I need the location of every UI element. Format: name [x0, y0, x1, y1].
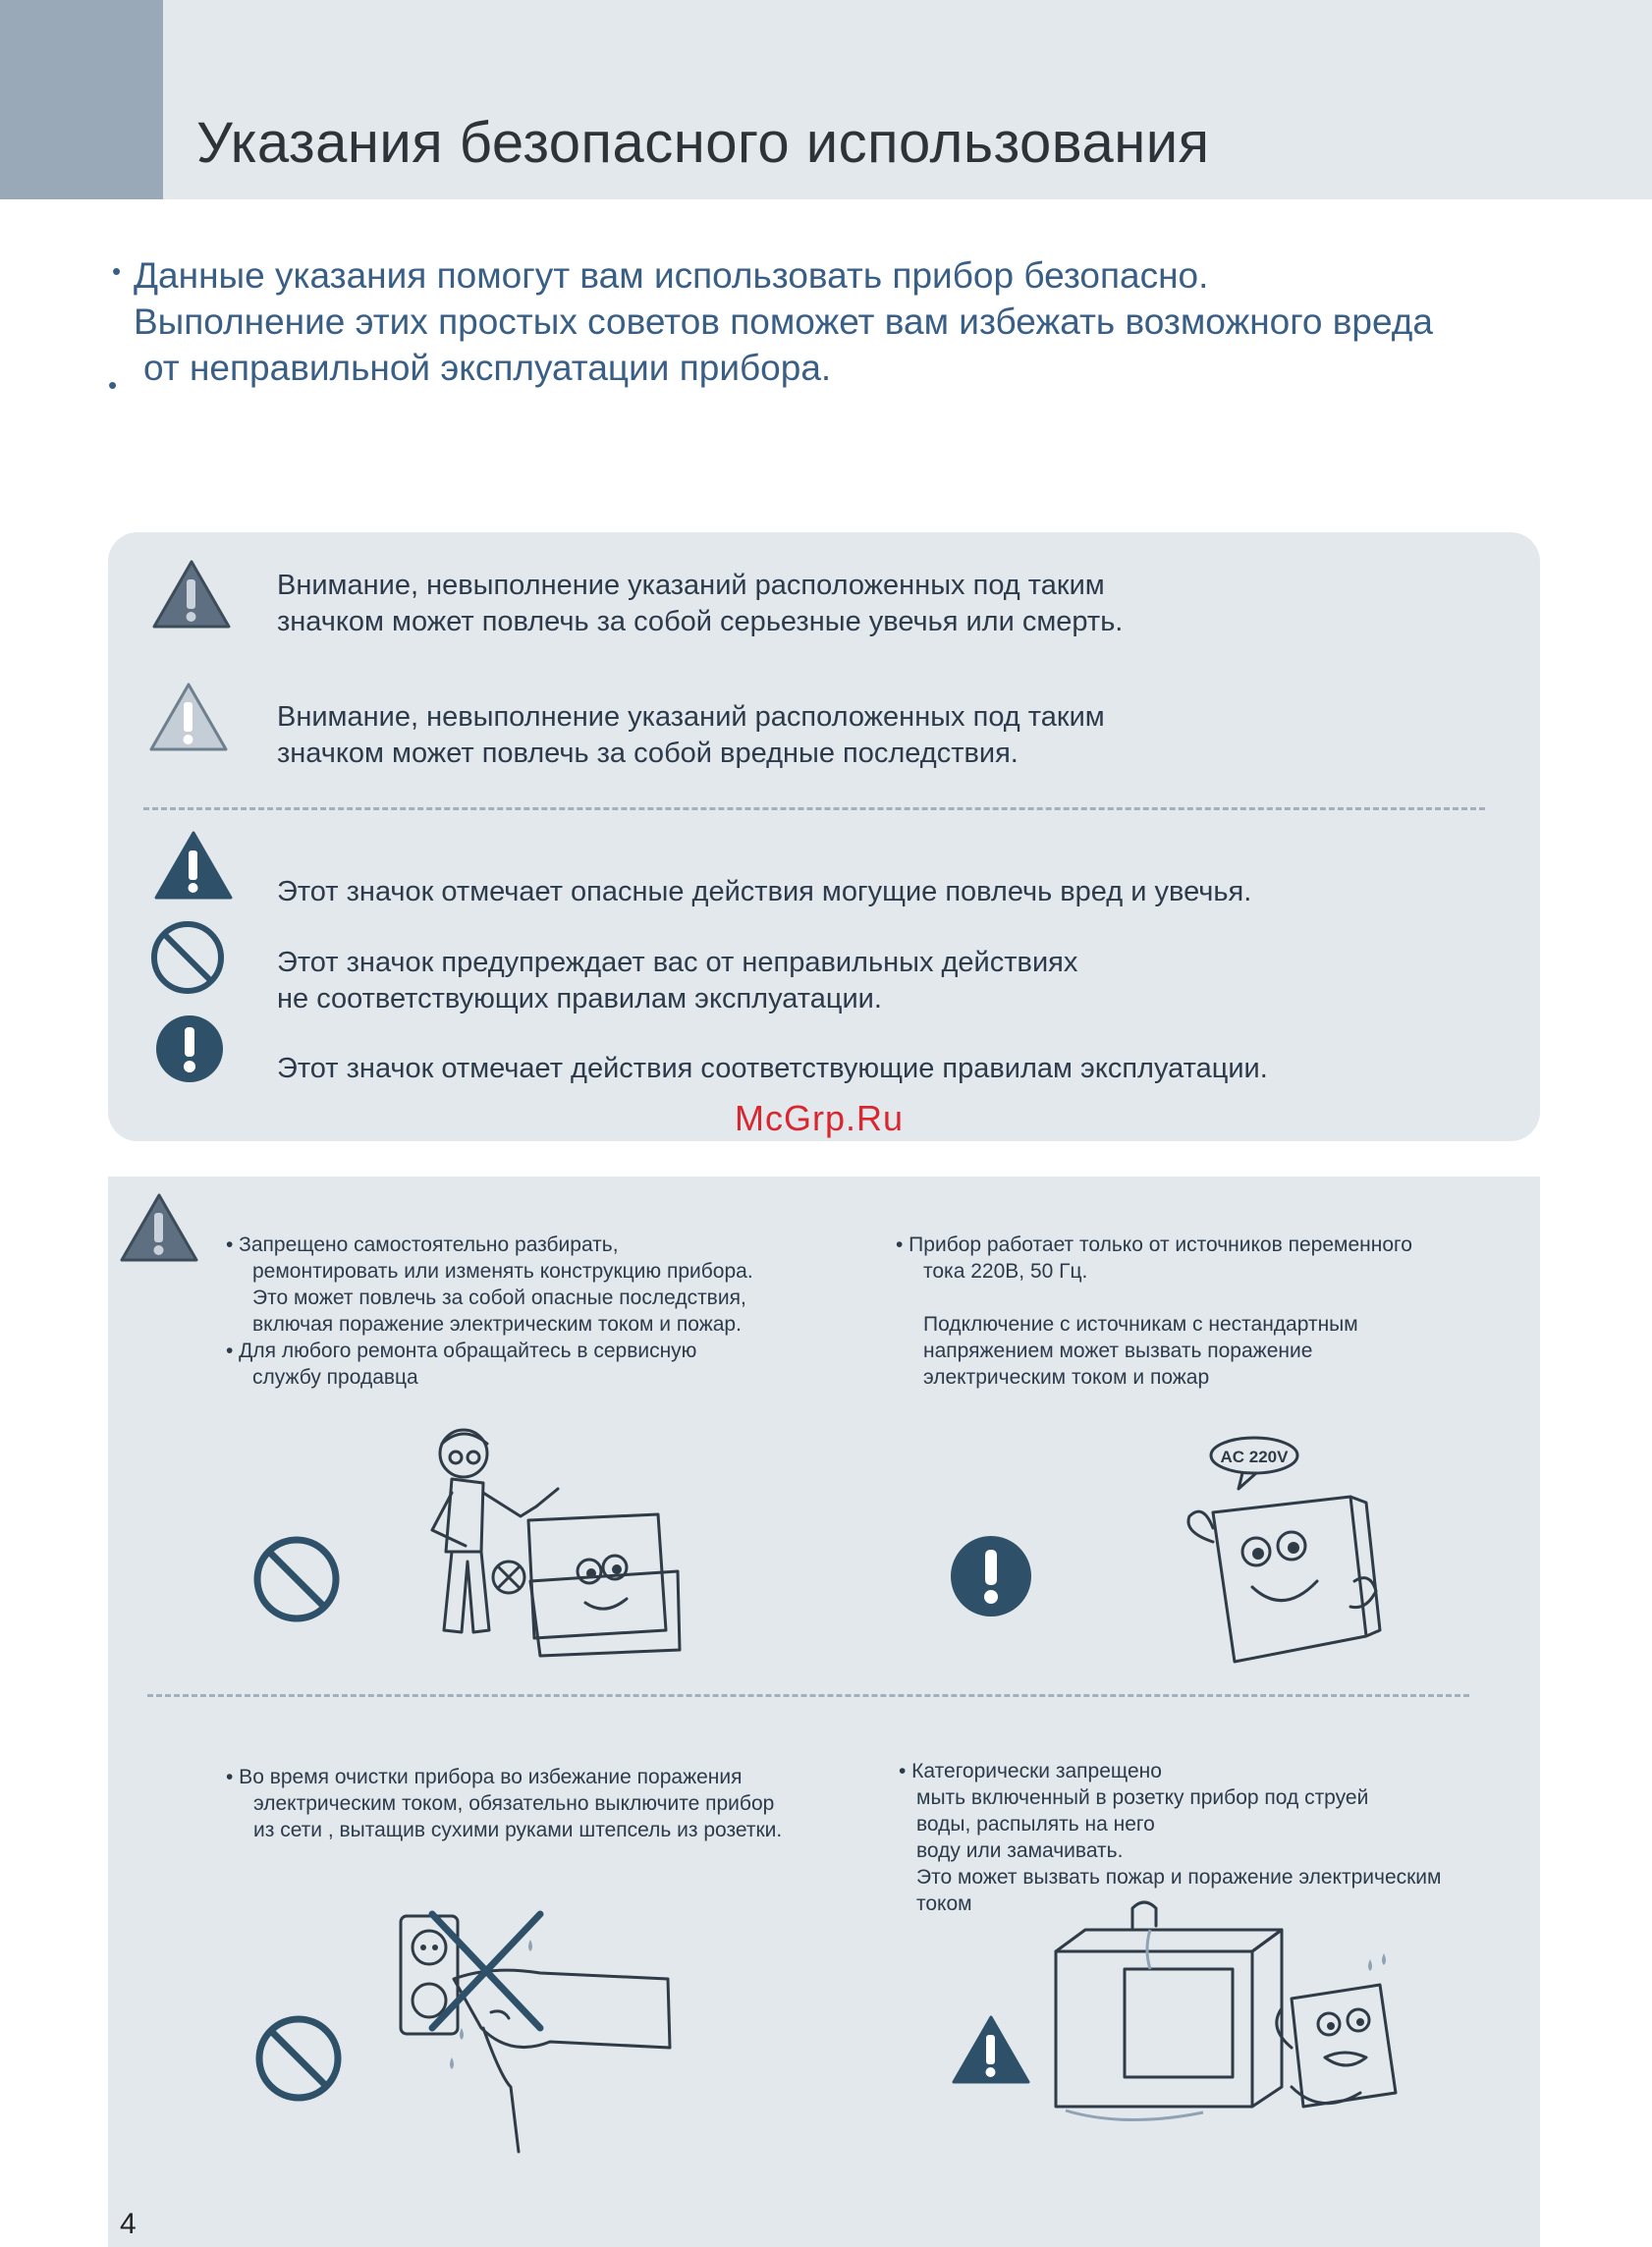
happy-appliance-illustration [1174, 1434, 1390, 1670]
danger-triangle-icon [152, 829, 235, 902]
legend-prohibited-line: Этот значок предупреждает вас от неправильных действиях [277, 947, 1078, 978]
instruction-power-line: Подключение с источникам с нестандартным [923, 1313, 1358, 1336]
page-title: Указания безопасного использования [196, 111, 1210, 175]
instruction-water-line: • Категорически запрещено [899, 1760, 1162, 1782]
bullet-icon: • [112, 256, 122, 286]
instruction-cleaning-line: из сети , вытащив сухими руками штепсель из розетки. [253, 1819, 783, 1841]
intro-line: от неправильной эксплуатации прибора. [143, 348, 832, 388]
wet-hand-unplugging-illustration [393, 1910, 688, 2156]
instruction-cleaning-line: электрическим током, обязательно выключите прибор [253, 1792, 775, 1815]
instruction-disassembly-line: • Для любого ремонта обращайтесь в сервисную [226, 1340, 697, 1362]
instruction-water-line: Это может вызвать пожар и поражение электрическим [916, 1866, 1442, 1889]
warning-triangle-icon [150, 558, 233, 630]
legend-divider [143, 807, 1485, 810]
boy-disassembling-illustration [413, 1424, 688, 1660]
legend-warning-severe-line: Внимание, невыполнение указаний расположенных под таким [277, 570, 1105, 601]
legend-warning-severe-line: значком может повлечь за собой серьезные увечья или смерть. [277, 606, 1124, 637]
legend-danger-text: Этот значок отмечает опасные действия могущие повлечь вред и увечья. [277, 876, 1252, 907]
appliance-under-water-illustration [1046, 1900, 1449, 2136]
header-accent-block [0, 0, 163, 199]
mandatory-exclamation-icon [154, 1014, 225, 1084]
instruction-water-line: мыть включенный в розетку прибор под струей [916, 1786, 1369, 1809]
instruction-disassembly-line: службу продавца [252, 1366, 418, 1389]
instruction-water-line: воду или замачивать. [916, 1839, 1124, 1862]
legend-warning-mild-line: значком может повлечь за собой вредные последствия. [277, 738, 1019, 769]
legend-warning-mild-line: Внимание, невыполнение указаний расположенных под таким [277, 701, 1105, 733]
instruction-disassembly-line: ремонтировать или изменять конструкцию прибора. [252, 1260, 753, 1283]
prohibited-icon [149, 919, 226, 996]
instruction-power-line: напряжением может вызвать поражение [923, 1340, 1313, 1362]
section-divider [147, 1694, 1469, 1697]
instruction-power-line: тока 220В, 50 Гц. [923, 1260, 1088, 1283]
watermark: McGrp.Ru [735, 1098, 905, 1138]
prohibited-icon [253, 2013, 344, 2104]
instruction-disassembly-line: Это может повлечь за собой опасные последствия, [252, 1287, 746, 1309]
instruction-water-line: воды, распылять на него [916, 1813, 1155, 1836]
intro-line: Данные указания помогут вам использовать прибор безопасно. [134, 255, 1209, 296]
bullet-icon: • [108, 370, 118, 400]
instruction-power-line: электрическим током и пожар [923, 1366, 1210, 1389]
prohibited-icon [251, 1534, 342, 1624]
warning-triangle-icon [118, 1191, 200, 1264]
caution-triangle-icon [147, 681, 230, 753]
instruction-cleaning-line: • Во время очистки прибора во избежание поражения [226, 1766, 743, 1788]
mandatory-exclamation-icon [949, 1534, 1033, 1618]
page-number: 4 [120, 2208, 137, 2240]
legend-mandatory-text: Этот значок отмечает действия соответствующие правилам эксплуатации. [277, 1053, 1268, 1084]
legend-prohibited-line: не соответствующих правилам эксплуатации. [277, 983, 882, 1014]
instruction-water-line: током [916, 1892, 972, 1915]
instruction-disassembly-line: включая поражение электрическим током и пожар. [252, 1313, 742, 1336]
ac-voltage-bubble: AC 220V [1220, 1448, 1289, 1466]
danger-triangle-icon [950, 2013, 1032, 2086]
intro-line: Выполнение этих простых советов поможет вам избежать возможного вреда [134, 301, 1433, 342]
instruction-power-line: • Прибор работает только от источников переменного [896, 1233, 1412, 1256]
instruction-disassembly-line: • Запрещено самостоятельно разбирать, [226, 1233, 619, 1256]
